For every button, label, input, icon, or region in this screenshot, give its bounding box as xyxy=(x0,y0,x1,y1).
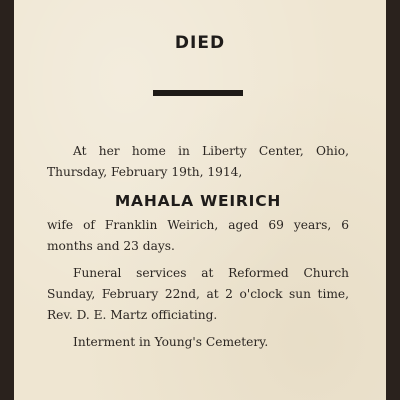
funeral-text: Funeral services at Reformed Church Sunday, February 22nd, at 2 o'clock sun time, Rev. D. E. Martz officiating. xyxy=(47,266,349,322)
interment-text: Interment in Young's Cemetery. xyxy=(73,335,269,349)
mourning-rule xyxy=(153,90,243,96)
scan-border-right xyxy=(386,0,400,400)
relation-text: wife of Franklin Weirich, aged 69 years, 6 months and 23 days. xyxy=(47,218,349,253)
death-notice-card xyxy=(14,0,386,400)
notice-body xyxy=(47,141,349,353)
heading: DIED xyxy=(174,33,226,53)
deceased-name: MAHALA WEIRICH xyxy=(114,192,282,210)
scan-border-left xyxy=(0,0,14,400)
death-notice-text: At her home in Liberty Center, Ohio, Thursday, February 19th, 1914, xyxy=(47,144,349,179)
